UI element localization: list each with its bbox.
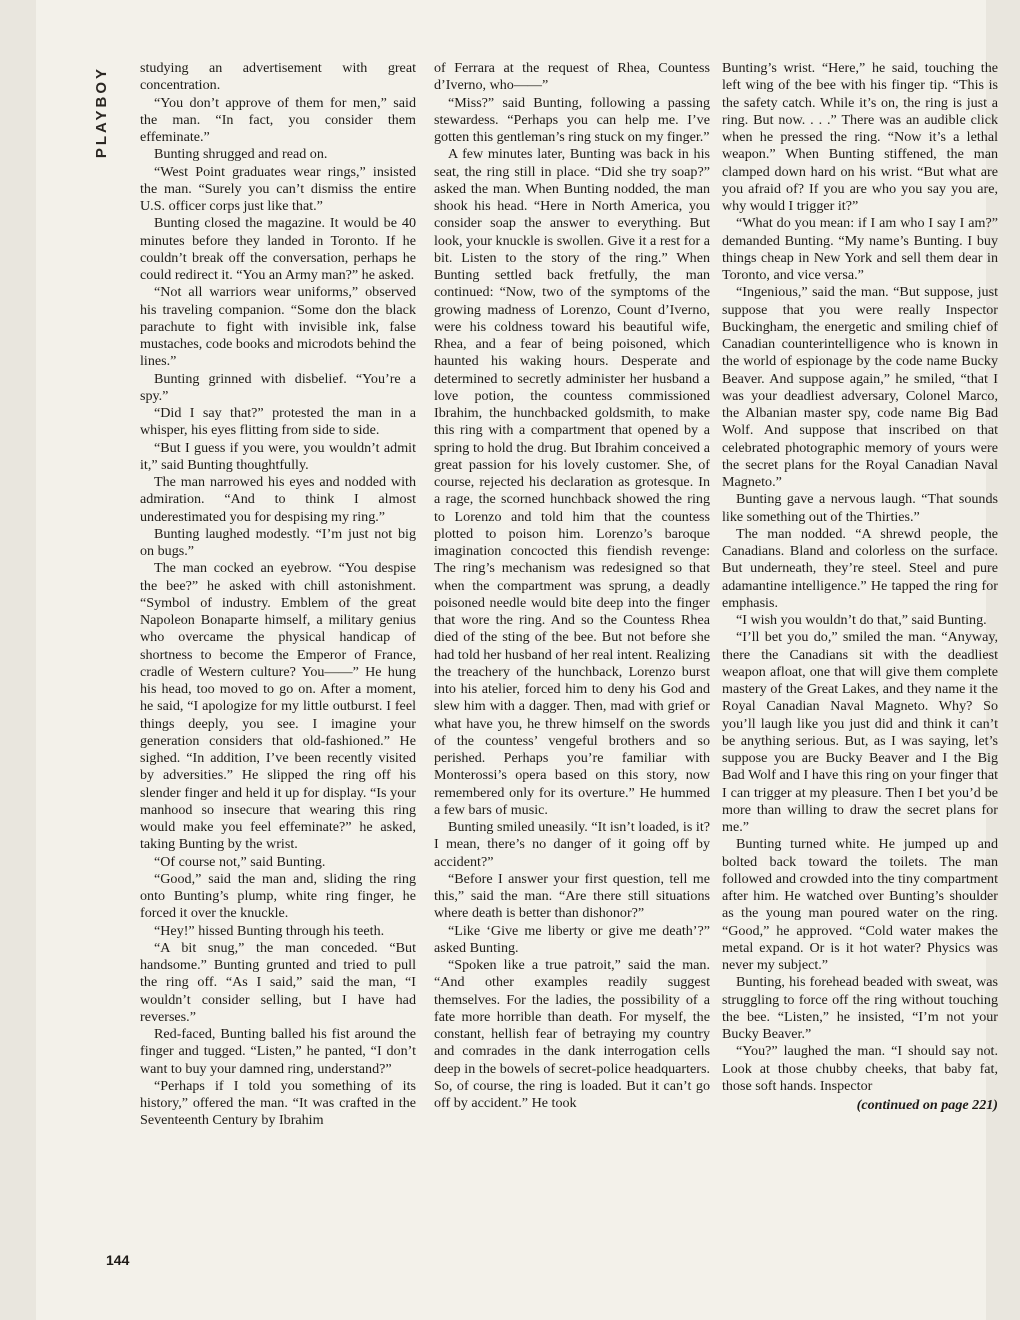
paragraph: “Spoken like a true patroit,” said the man. “And other examples readily suggest themselves. For the ladies, the possibility of a fate more horrible than death. For myself, the constant, hellish fear of betraying my country and comrades in the dank interrogation cells deep in the bowels of secret-police headquarters. So, of course, the ring is loaded. But it can’t go off by accident.” He took <box>434 957 710 1111</box>
paragraph: “West Point graduates wear rings,” insisted the man. “Surely you can’t dismiss the entire U.S. officer corps just like that.” <box>140 163 416 214</box>
paragraph: Bunting turned white. He jumped up and bolted back toward the toilets. The man followed and crowded into the tiny compartment after him. He watched over Bunting’s shoulder as the young man poured water on the ring. “Good,” he approved. “Cold water makes the metal expand. Or is it hot water? Physics was never my subject.” <box>722 836 998 973</box>
paragraph: Bunting shrugged and read on. <box>154 146 328 163</box>
paragraph: “I wish you wouldn’t do that,” said Bunting. <box>736 612 987 628</box>
paragraph: “Ingenious,” said the man. “But suppose, just suppose that you were really Inspector Buckingham, the energetic and smiling chief of Canadian counterintelligence who is known in the world of espionage by the code name Bucky Beaver. And suppose again,” he smiled, “that I was your deadliest adversary, Colonel Marco, the Albanian master spy, code name Big Bad Wolf. And suppose that inscribed on that celebrated photographic memory of yours were the secret plans for the Royal Canadian Naval Magneto.” <box>722 284 998 490</box>
paragraph: “What do you mean: if I am who I say I am?” demanded Bunting. “My name’s Bunting. I buy things cheap in New York and sell them dear in Toronto, and vice versa.” <box>722 215 998 283</box>
paragraph: “Good,” said the man and, sliding the ring onto Bunting’s plump, white ring finger, he forced it over the knuckle. <box>140 870 416 922</box>
continued-note: (continued on page 221) <box>856 1097 998 1113</box>
paragraph: The man cocked an eyebrow. “You despise the bee?” he asked with chill astonishment. “Symbol of industry. Emblem of the great Napoleon Bonaparte himself, a military genius who overcame the physical handicap of shortness to become the Emperor of France, cradle of Western culture? You——” He hung his head, too moved to go on. After a moment, he said, “I apologize for my little outburst. I feel things deeply, you see. I imagine your generation considers that old-fashioned.” He sighed. “In addition, I’ve been recently visited by adversities.” He slipped the ring off his slender finger and held it up for display. “Is your manhood so insecure that wearing this ring would make you feel effeminate?” he asked, taking Bunting by the wrist. <box>140 560 416 853</box>
column-1 <box>140 60 416 1130</box>
paragraph: “I’ll bet you do,” smiled the man. “Anyway, there the Canadians sit with the deadliest weapon afloat, one that will give them complete mastery of the Great Lakes, and they name it the Royal Canadian Naval Magneto. Why? So you’ll laugh like you just did and think it can’t be anything serious. But, as I was saying, let’s suppose you are Bucky Beaver and I the Big Bad Wolf and I have this ring on your finger that I can trigger at my pleasure. Then I bet you’d be more than willing to draw the secret plans for me.” <box>722 629 998 835</box>
paragraph: “But I guess if you were, you wouldn’t admit it,” said Bunting thoughtfully. <box>140 439 416 473</box>
column-3 <box>722 60 998 1114</box>
paragraph: “Did I say that?” protested the man in a whisper, his eyes flitting from side to side. <box>140 405 416 439</box>
paragraph: A few minutes later, Bunting was back in his seat, the ring still in place. “Did she try soap?” asked the man. When Bunting nodded, the man shook his head. “Here in North America, you consider soap the answer to everything. But look, your knuckle is swollen. Give it a rest for a bit. Listen to the story of the ring.” When Bunting settled back fretfully, the man continued: “Now, two of the symptoms of the growing madness of Lorenzo, Count d’Iverno, were his coldness toward his beautiful wife, Rhea, and a fear of being poisoned, which haunted his waking hours. Desperate and determined to secretly administer her husband a love potion, the countess commissioned Ibrahim, the hunchbacked goldsmith, to make this ring with a compartment that opened by a spring to hold the drug. But Ibrahim conceived a great passion for his lovely customer. She, of course, rejected his declaration as grotesque. In a rage, the scorned hunchback showed the ring to Lorenzo and told him that the countess plotted to poison him. Lorenzo’s baroque imagination concocted this fiendish revenge: The ring’s mechanism was redesigned so that when the compartment was sprung, a deadly poisoned needle would bite deep into the finger that wore the ring. And so the Countess Rhea died of the sting of the bee. But not before she had told her husband of her real intent. Realizing the treachery of the hunchback, Lorenzo burst into his atelier, forced him to deny his God and slew him with a dagger. Then, mad with grief or what have you, he threw himself on the swords of the countess’ vengeful brothers and so perished. Perhaps you’re familiar with Monterossi’s opera based on this story, now remembered only for its overture.” He hummed a few bars of music. <box>434 146 710 818</box>
page-number: 144 <box>106 1252 130 1268</box>
magazine-name: PLAYBOY <box>93 66 110 159</box>
paragraph: Bunting closed the magazine. It would be 40 minutes before they landed in Toronto. If he couldn’t break off the conversation, perhaps he could redirect it. “You an Army man?” he asked. <box>140 215 416 283</box>
paragraph: “Of course not,” said Bunting. <box>154 853 326 870</box>
paragraph: studying an advertisement with great concentration. <box>140 60 416 94</box>
article-columns <box>140 60 996 1285</box>
paragraph: The man nodded. “A shrewd people, the Canadians. Bland and colorless on the surface. But underneath, they’re steel. Steel and pure adamantine intelligence.” He tapped the ring for emphasis. <box>722 525 998 611</box>
paragraph: “Perhaps if I told you something of its history,” offered the man. “It was crafted in the Seventeenth Century by Ibrahim <box>140 1077 416 1129</box>
paragraph: “You don’t approve of them for men,” said the man. “In fact, you consider them effeminate.” <box>140 94 416 145</box>
paragraph: Red-faced, Bunting balled his fist around the finger and tugged. “Listen,” he panted, “I don’t want to buy your damned ring, understand?” <box>140 1026 416 1077</box>
paragraph: “You?” laughed the man. “I should say not. Look at those chubby cheeks, that baby fat, those soft hands. Inspector <box>722 1043 998 1094</box>
paragraph: Bunting, his forehead beaded with sweat, was struggling to force off the ring without touching the bee. “Listen,” he insisted, “I’m not your Bucky Beaver.” <box>722 974 998 1042</box>
paragraph: “Like ‘Give me liberty or give me death’?” asked Bunting. <box>434 922 710 956</box>
paragraph: “Not all warriors wear uniforms,” observed his traveling companion. “Some don the black parachute to fight with invisible ink, false mustaches, code books and microdots behind the lines.” <box>140 284 416 370</box>
paragraph: “Miss?” said Bunting, following a passing stewardess. “Perhaps you can help me. I’ve gotten this gentleman’s ring stuck on my finger.” <box>434 94 710 145</box>
magazine-page <box>36 0 998 1320</box>
paragraph: of Ferrara at the request of Rhea, Countess d’Iverno, who——” <box>434 60 710 94</box>
paragraph: The man narrowed his eyes and nodded with admiration. “And to think I almost underestimated you for despising my ring.” <box>140 474 416 525</box>
paragraph: Bunting laughed modestly. “I’m just not big on bugs.” <box>140 525 416 559</box>
column-2 <box>434 60 710 1112</box>
paragraph: Bunting smiled uneasily. “It isn’t loaded, is it? I mean, there’s no danger of it going off by accident?” <box>434 819 710 870</box>
paragraph: Bunting gave a nervous laugh. “That sounds like something out of the Thirties.” <box>722 491 998 525</box>
paragraph: Bunting grinned with disbelief. “You’re a spy.” <box>140 370 416 404</box>
paragraph: “Before I answer your first question, tell me this,” said the man. “Are there still situations where death is better than dishonor?” <box>434 870 710 922</box>
paragraph: “Hey!” hissed Bunting through his teeth. <box>154 922 385 939</box>
paragraph: Bunting’s wrist. “Here,” he said, touching the left wing of the bee with his finger tip. “This is the safety catch. While it’s on, the ring is just a ring. But now. . . .” There was an audible click when he pressed the ring. “Now it’s a lethal weapon.” When Bunting stiffened, the man clamped down hard on his wrist. “But what are you afraid of? If you are who you say you are, why would I trigger it?” <box>722 60 998 214</box>
paragraph: “A bit snug,” the man conceded. “But handsome.” Bunting grunted and tried to pull the ring off. “As I said,” said the man, “I wouldn’t consider selling, but I have had reverses.” <box>140 939 416 1025</box>
